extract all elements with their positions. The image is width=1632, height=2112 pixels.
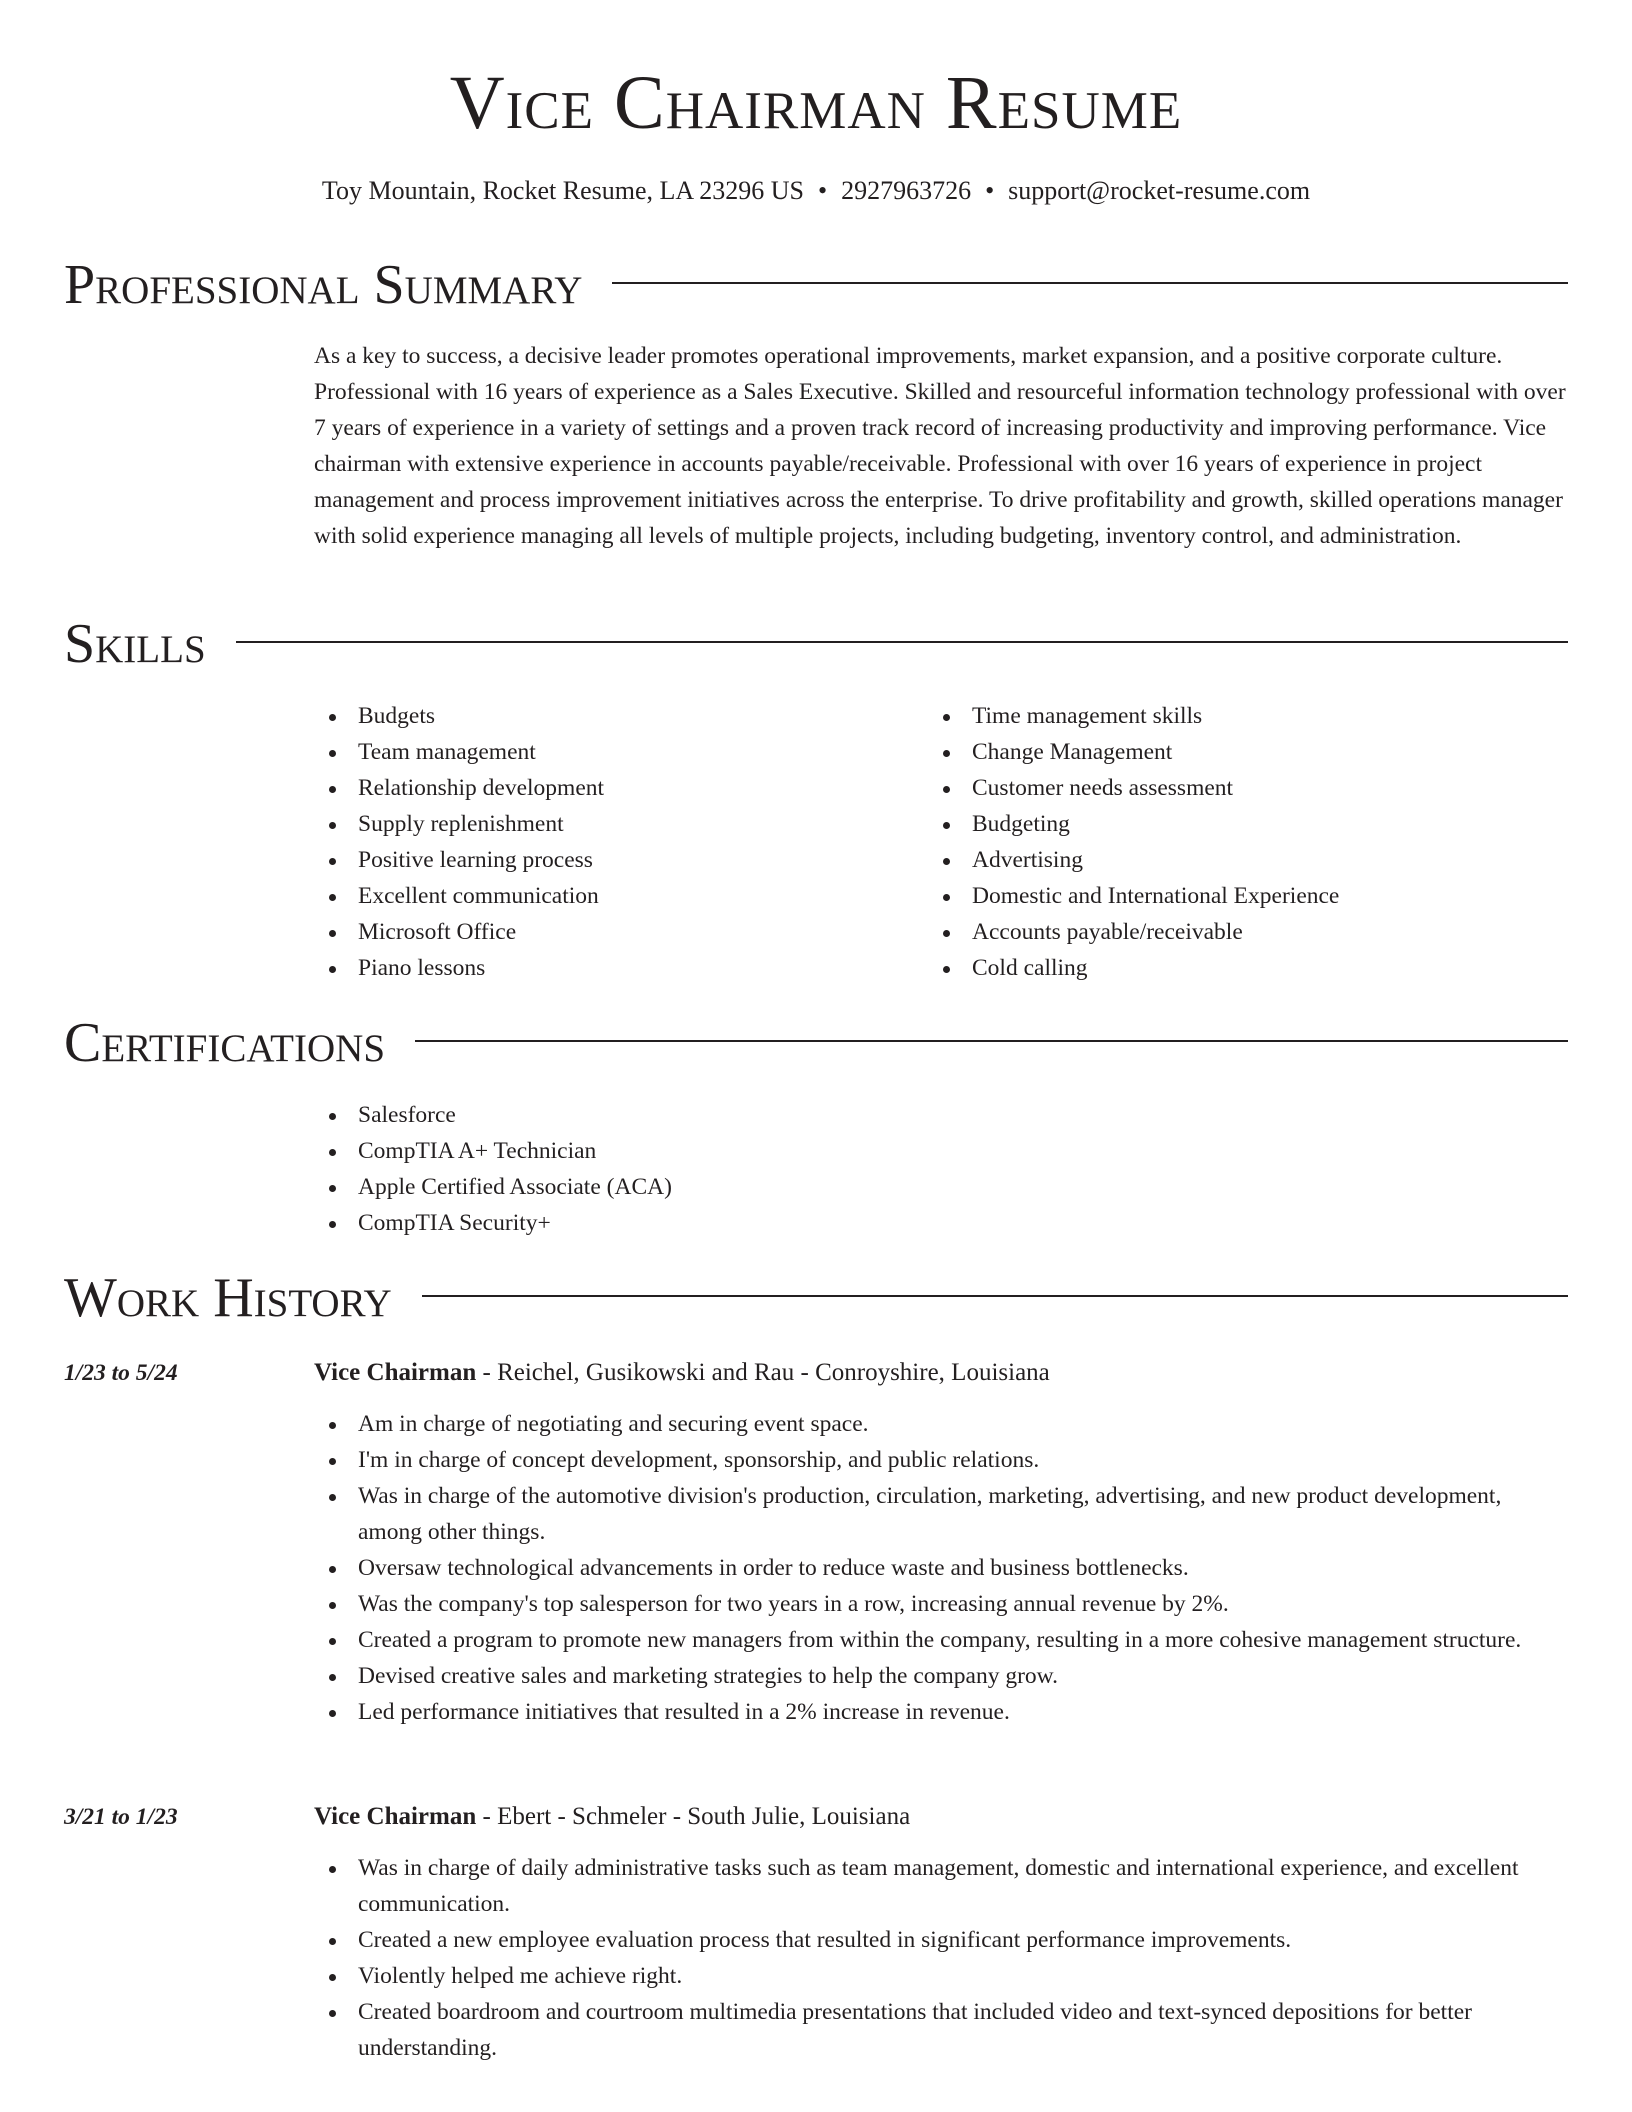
certifications-list [314, 1097, 672, 1241]
job-role: Vice Chairman [314, 1803, 477, 1830]
skill-item: Supply replenishment [314, 806, 604, 842]
certification-item: CompTIA A+ Technician [314, 1133, 672, 1169]
job-duty: I'm in charge of concept development, sponsorship, and public relations. [314, 1442, 1568, 1478]
section-divider [415, 1040, 1568, 1042]
certifications-section-title: Certifications [64, 1012, 386, 1074]
skill-item: Microsoft Office [314, 914, 604, 950]
job-heading [314, 1356, 1050, 1390]
skills-section-title: Skills [64, 613, 206, 675]
job-role: Vice Chairman [314, 1359, 477, 1386]
certification-item: Apple Certified Associate (ACA) [314, 1169, 672, 1205]
resume-title: Vice Chairman Resume [449, 61, 1183, 145]
job-duty: Am in charge of negotiating and securing event space. [314, 1406, 1568, 1442]
job-duty: Devised creative sales and marketing strategies to help the company grow. [314, 1658, 1568, 1694]
certifications-section-header [64, 1010, 1568, 1076]
skills-section-header [64, 611, 1568, 677]
skills-list-left [314, 698, 604, 986]
phone: 2927963726 [841, 176, 972, 205]
summary-section-title: Professional Summary [64, 254, 583, 316]
skill-item: Customer needs assessment [928, 770, 1339, 806]
job-duty: Created a new employee evaluation process that resulted in significant performance improvements. [314, 1922, 1568, 1958]
skill-item: Piano lessons [314, 950, 604, 986]
summary-text: As a key to success, a decisive leader promotes operational improvements, market expansion, and a positive corporate culture. Professional with 16 years of experience as a Sales Executive. Skilled and resourceful information technology professional with over 7 years of experience in a variety of settings and a proven track record of increasing productivity and improving performance. Vice chairman with extensive experience in accounts payable/receivable. Professional with over 16 years of experience in project management and process improvement initiatives across the enterprise. To drive profitability and growth, skilled operations manager with solid experience managing all levels of multiple projects, including budgeting, inventory control, and administration. [314, 343, 1566, 549]
job-duty: Created a program to promote new managers from within the company, resulting in a more cohesive management structure. [314, 1622, 1568, 1658]
contact-line [0, 174, 1632, 208]
skill-item: Advertising [928, 842, 1339, 878]
job-duties-list [314, 1850, 1568, 2066]
job-duty: Was in charge of daily administrative tasks such as team management, domestic and international experience, and excellent communication. [314, 1850, 1568, 1922]
contact-separator: • [985, 176, 995, 205]
work-history-section-header [64, 1265, 1568, 1331]
skill-item: Change Management [928, 734, 1339, 770]
work-history-section-title: Work History [64, 1267, 392, 1329]
skill-item: Time management skills [928, 698, 1339, 734]
job-heading [314, 1800, 910, 1834]
job-dates: 1/23 to 5/24 [64, 1360, 178, 1386]
skill-item: Budgeting [928, 806, 1339, 842]
skill-item: Budgets [314, 698, 604, 734]
skill-item: Team management [314, 734, 604, 770]
job-dates: 3/21 to 1/23 [64, 1804, 178, 1830]
address: Toy Mountain, Rocket Resume, LA 23296 US [321, 176, 804, 205]
skill-item: Accounts payable/receivable [928, 914, 1339, 950]
job-duty: Was in charge of the automotive division's production, circulation, marketing, advertising, and new product development, among other things. [314, 1478, 1568, 1550]
job-employer-location: - Ebert - Schmeler - South Julie, Louisiana [476, 1803, 911, 1830]
email: support@rocket-resume.com [1008, 176, 1311, 205]
certification-item: CompTIA Security+ [314, 1205, 672, 1241]
job-duty: Was the company's top salesperson for two years in a row, increasing annual revenue by 2%. [314, 1586, 1568, 1622]
job-duty: Violently helped me achieve right. [314, 1958, 1568, 1994]
certification-item: Salesforce [314, 1097, 672, 1133]
job-duty: Led performance initiatives that resulted in a 2% increase in revenue. [314, 1694, 1568, 1730]
summary-section-header [64, 252, 1568, 318]
skill-item: Positive learning process [314, 842, 604, 878]
job-duties-list [314, 1406, 1568, 1730]
skills-list-right [928, 698, 1339, 986]
skill-item: Relationship development [314, 770, 604, 806]
skill-item: Cold calling [928, 950, 1339, 986]
job-duty: Oversaw technological advancements in order to reduce waste and business bottlenecks. [314, 1550, 1568, 1586]
section-divider [612, 282, 1568, 284]
section-divider [422, 1295, 1568, 1297]
job-employer-location: - Reichel, Gusikowski and Rau - Conroyshire, Louisiana [476, 1359, 1050, 1386]
contact-separator: • [817, 176, 828, 205]
skill-item: Domestic and International Experience [928, 878, 1339, 914]
skill-item: Excellent communication [314, 878, 604, 914]
job-duty: Created boardroom and courtroom multimedia presentations that included video and text-synced depositions for better understanding. [314, 1994, 1568, 2066]
section-divider [236, 641, 1568, 643]
